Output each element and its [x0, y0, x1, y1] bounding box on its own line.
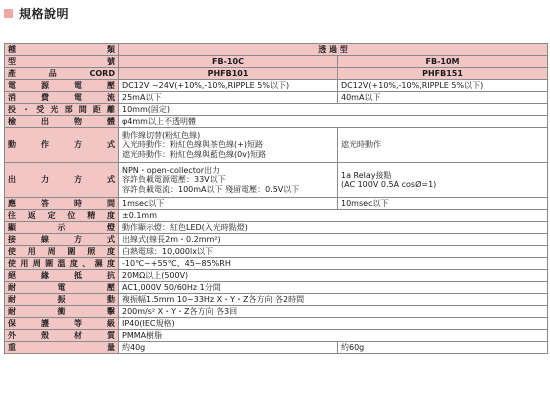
line-text: (AC 100V 0.5A cosØ=1) [341, 180, 437, 189]
row-label: 往返定位精度 [5, 210, 119, 222]
spec-table [4, 43, 548, 354]
row-label: 外殼材質 [5, 330, 119, 342]
table-row [5, 68, 548, 80]
cell-value: 10mm(固定) [119, 104, 548, 116]
cell-value: IP40(IEC規格) [119, 318, 548, 330]
table-row [5, 116, 548, 128]
row-label: 接線方式 [5, 234, 119, 246]
table-row [5, 282, 548, 294]
cell-value: 20MΩ以上(500V) [119, 270, 548, 282]
line-text: 容許負載電源電壓：33V以下 [122, 175, 226, 185]
line-text: 入光時動作：粉紅色線與茶色線(+)短路 [122, 140, 263, 150]
table-row [5, 246, 548, 258]
cell-value [119, 128, 338, 163]
row-label: 顯示燈 [5, 222, 119, 234]
table-row [5, 342, 548, 354]
row-label: 耐衝擊 [5, 306, 119, 318]
cell-value: DC12V(+10%,-10%,RIPPLE 5%以下) [338, 80, 548, 92]
cell-value: 出線式(線長2m・0.2mm²) [119, 234, 548, 246]
row-label: 動作方式 [5, 128, 119, 163]
table-row [5, 92, 548, 104]
table-row [5, 234, 548, 246]
model-fb10c: FB-10C [119, 56, 338, 68]
cell-value: 複振幅1.5mm 10~33Hz X・Y・Z各方向 各2時間 [119, 294, 548, 306]
row-label: 投・受光部間距離 [5, 104, 119, 116]
cell-value: 40mA以下 [338, 92, 548, 104]
row-label: 檢出物體 [5, 116, 119, 128]
table-row [5, 306, 548, 318]
cell-value: 白熱電球：10,000lx以下 [119, 246, 548, 258]
cell-value [119, 163, 338, 198]
table-row [5, 330, 548, 342]
code-2: PHFB151 [338, 68, 548, 80]
row-label: 消費電流 [5, 92, 119, 104]
table-row [5, 210, 548, 222]
cell-value: 200m/s² X・Y・Z各方向 各3回 [119, 306, 548, 318]
cell-value: ±0.1mm [119, 210, 548, 222]
cell-value: φ4mm以上不透明體 [119, 116, 548, 128]
line-text: 1a Relay接點 [341, 170, 392, 180]
table-row [5, 222, 548, 234]
row-label: 電源電壓 [5, 80, 119, 92]
cell-value: AC1,000V 50/60Hz 1分間 [119, 282, 548, 294]
cell-value: 10msec以下 [338, 198, 548, 210]
row-label: 重量 [5, 342, 119, 354]
row-label: 使用周圍照度 [5, 246, 119, 258]
line-text: 容許負載電流：100mA以下 殘留電壓：0.5V以下 [122, 184, 300, 194]
section-heading [4, 5, 69, 21]
cell-value: 遮光時動作 [338, 128, 548, 163]
code-1: PHFB101 [119, 68, 338, 80]
row-label: 應答時間 [5, 198, 119, 210]
line-text: 遮光時動作：粉紅色線與藍色線(0v)短路 [122, 149, 267, 159]
row-label: 絕緣抵抗 [5, 270, 119, 282]
cell-value: PMMA樹脂 [119, 330, 548, 342]
cell-value: 約40g [119, 342, 338, 354]
type-header: 透 過 型 [119, 44, 548, 56]
row-label: 型 號 [5, 56, 119, 68]
table-row [5, 56, 548, 68]
cell-value: 動作顯示燈：紅色LED(入光時點燈) [119, 222, 548, 234]
table-row [5, 258, 548, 270]
cell-value [338, 163, 548, 198]
table-row [5, 294, 548, 306]
table-row [5, 80, 548, 92]
table-row [5, 198, 548, 210]
cell-value: 約60g [338, 342, 548, 354]
row-label: 種 類 [5, 44, 119, 56]
row-label: 保護等級 [5, 318, 119, 330]
table-row [5, 163, 548, 198]
row-label: 出力方式 [5, 163, 119, 198]
page-title: 規格說明 [19, 6, 70, 21]
row-label: 耐電壓 [5, 282, 119, 294]
line-text: NPN・open-collector出力 [122, 166, 221, 176]
cell-value: 1msec以下 [119, 198, 338, 210]
table-row [5, 270, 548, 282]
row-label: 耐振動 [5, 294, 119, 306]
cell-value: -10℃~+55℃、45~85%RH [119, 258, 548, 270]
cell-value: DC12V ~24V(+10%,-10%,RIPPLE 5%以下) [119, 80, 338, 92]
model-fb10m: FB-10M [338, 56, 548, 68]
table-row [5, 44, 548, 56]
cell-value: 25mA以下 [119, 92, 338, 104]
row-label: 使用周圍溫度、濕度 [5, 258, 119, 270]
line-text: 動作線切替(粉紅色線) [122, 131, 201, 141]
table-row [5, 318, 548, 330]
row-label: 產品CORD [5, 68, 119, 80]
table-row [5, 128, 548, 163]
table-row [5, 104, 548, 116]
heading-square-icon [4, 9, 13, 18]
